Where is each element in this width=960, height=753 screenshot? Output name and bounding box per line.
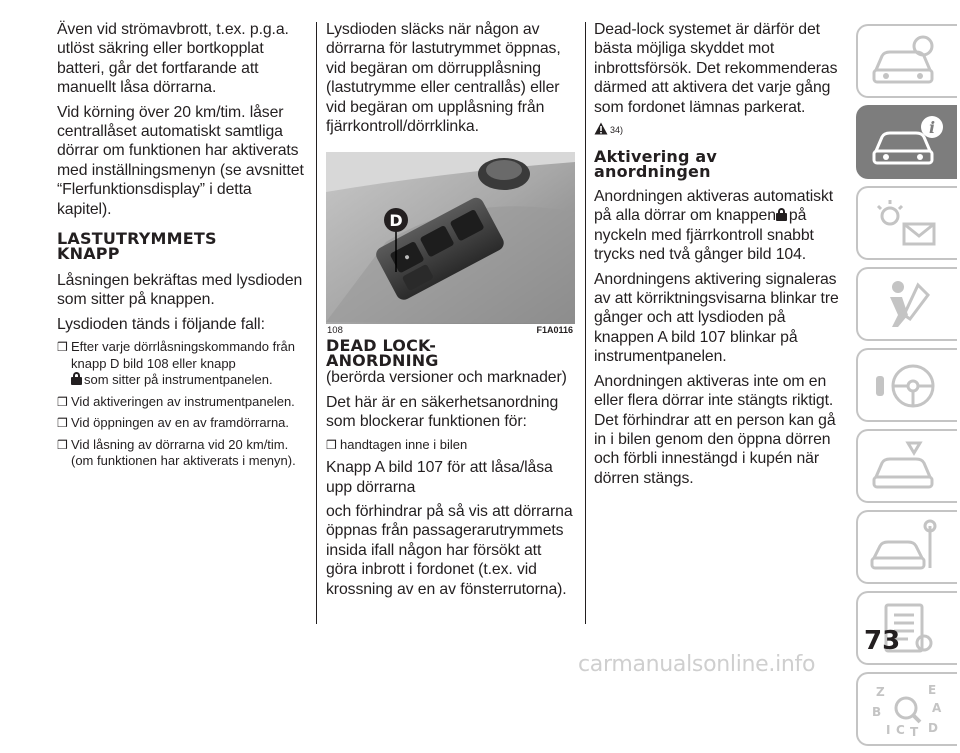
- airbag-seat-icon: [868, 275, 948, 335]
- paragraph: Lysdioden släcks när någon av dörrarna för lastutrymmet öppnas, vid begäran om dörrupplåsning (lastutrymme eller centrallås) eller vid begäran om upplåsning från fjärrkontroll/dörrklinka.: [326, 21, 561, 136]
- paragraph: Dead-lock systemet är därför det bästa möjliga skyddet mot inbrottsförsök. Det rekommenderas därmed att aktivera det varje gång som fordonet lämnas parkerat.: [594, 21, 838, 116]
- svg-text:T: T: [910, 725, 919, 739]
- svg-text:I: I: [886, 723, 891, 737]
- svg-text:i: i: [928, 118, 936, 137]
- paragraph: Vid körning över 20 km/tim. låser centrallåset automatiskt samtliga dörrar om funktionen har aktiverats med inställningsmenyn (se avsnittet “Flerfunktionsdisplay” i detta kapitel).: [57, 103, 304, 218]
- checkbox-bullet-icon: ❒: [326, 437, 337, 452]
- checkbox-bullet-icon: ❒: [57, 437, 68, 452]
- figure-108: [326, 152, 575, 337]
- watermark: carmanualsonline.info: [578, 652, 816, 677]
- svg-text:B: B: [872, 705, 882, 719]
- figure-number: 108: [327, 325, 343, 337]
- tab-index[interactable]: [856, 672, 957, 746]
- door-panel-photo: [326, 152, 575, 324]
- paragraph: och förhindrar på så vis att dörrarna öppnas från passagerarutrymmets insida ifall någon har försökt att göra inbrott i fordonet (t.ex. vid krossning av en av fönsterrutorna).: [326, 502, 573, 598]
- svg-text:D: D: [928, 721, 938, 735]
- text-column-1: [57, 20, 309, 475]
- tab-warning-lights[interactable]: [856, 186, 957, 260]
- paragraph: Även vid strömavbrott, t.ex. p.g.a. utlöst säkring eller bortkopplat batteri, går det fortfarande att manuellt låsa dörrarna.: [57, 21, 289, 97]
- checkbox-bullet-icon: ❒: [57, 416, 68, 431]
- lock-icon: [776, 208, 787, 221]
- checkbox-bullet-icon: ❒: [57, 394, 68, 409]
- figure-callout-label: D: [389, 211, 403, 231]
- warning-lights-icon: [868, 194, 948, 254]
- text-column-3: [594, 20, 848, 493]
- emergency-car-icon: [868, 437, 948, 497]
- section-heading: DEAD LOCK-ANORDNING: [326, 336, 439, 371]
- figure-caption: [326, 324, 575, 336]
- paragraph: Anordningen aktiveras automatiskt på alla dörrar om knappen på nyckeln med fjärrkontroll snabbt trycks ned två gånger bild 104.: [594, 188, 834, 264]
- lock-icon: [71, 372, 82, 385]
- tools-car-icon: [868, 518, 948, 578]
- svg-text:Z: Z: [876, 685, 885, 699]
- car-info-icon: [868, 113, 948, 173]
- tab-car-info[interactable]: [856, 105, 957, 179]
- figure-code: F1A0116: [536, 325, 573, 336]
- paragraph: Låsningen bekräftas med lysdioden som sitter på knappen.: [57, 272, 303, 309]
- paragraph: Knapp A bild 107 för att låsa/låsa upp dörrarna: [326, 459, 553, 496]
- list-item: ❒ Vid öppningen av en av framdörrarna.: [57, 415, 290, 431]
- checkbox-bullet-icon: ❒: [57, 340, 68, 355]
- paragraph: Lysdioden tänds i följande fall:: [57, 315, 265, 333]
- page-number: 73: [864, 626, 901, 656]
- warning-reference: 34): [594, 122, 848, 135]
- tab-driving[interactable]: [856, 348, 957, 422]
- column-divider: [316, 22, 317, 624]
- paragraph: Anordningens aktivering signaleras av att körriktningsvisarna blinkar tre gånger och att lysdioden på knappen A bild 107 blinkar på instrumentpanelen.: [594, 270, 839, 366]
- list-item: ❒ Vid aktiveringen av instrumentpanelen.: [57, 393, 295, 409]
- list-item: ❒ Vid låsning av dörrarna vid 20 km/tim. (om funktionen har aktiverats i menyn).: [57, 436, 296, 469]
- column-divider: [585, 22, 586, 624]
- svg-text:C: C: [896, 723, 905, 737]
- svg-text:A: A: [932, 701, 942, 715]
- section-heading: LASTUTRYMMETS KNAPP: [57, 229, 217, 264]
- index-search-icon: [868, 680, 948, 740]
- text-column-2: [326, 20, 576, 604]
- tab-maintenance[interactable]: [856, 510, 957, 584]
- list-item: ❒ handtagen inne i bilen: [326, 436, 468, 452]
- tab-safety[interactable]: [856, 267, 957, 341]
- paragraph: Det här är en säkerhetsanordning som blockerar funktionen för:: [326, 393, 559, 431]
- tab-emergency[interactable]: [856, 429, 957, 503]
- car-dashboard-icon: [868, 32, 948, 92]
- svg-text:E: E: [928, 683, 937, 697]
- warning-triangle-icon: [594, 122, 608, 135]
- tab-dashboard[interactable]: [856, 24, 957, 98]
- section-heading: Aktivering av anordningen: [594, 147, 718, 182]
- steering-wheel-icon: [868, 356, 948, 416]
- list-item: ❒ Efter varje dörrlåsningskommando från knapp D bild 108 eller knapp som sitter på instrumentpanelen.: [57, 339, 295, 388]
- paragraph: Anordningen aktiveras inte om en eller flera dörrar inte stängts riktigt. Det förhindrar att en person kan gå in i bilen genom den öppna dörren och förbli innestängd i kupén när dörren stängs.: [594, 372, 836, 487]
- paragraph: (berörda versioner och marknader): [326, 369, 567, 387]
